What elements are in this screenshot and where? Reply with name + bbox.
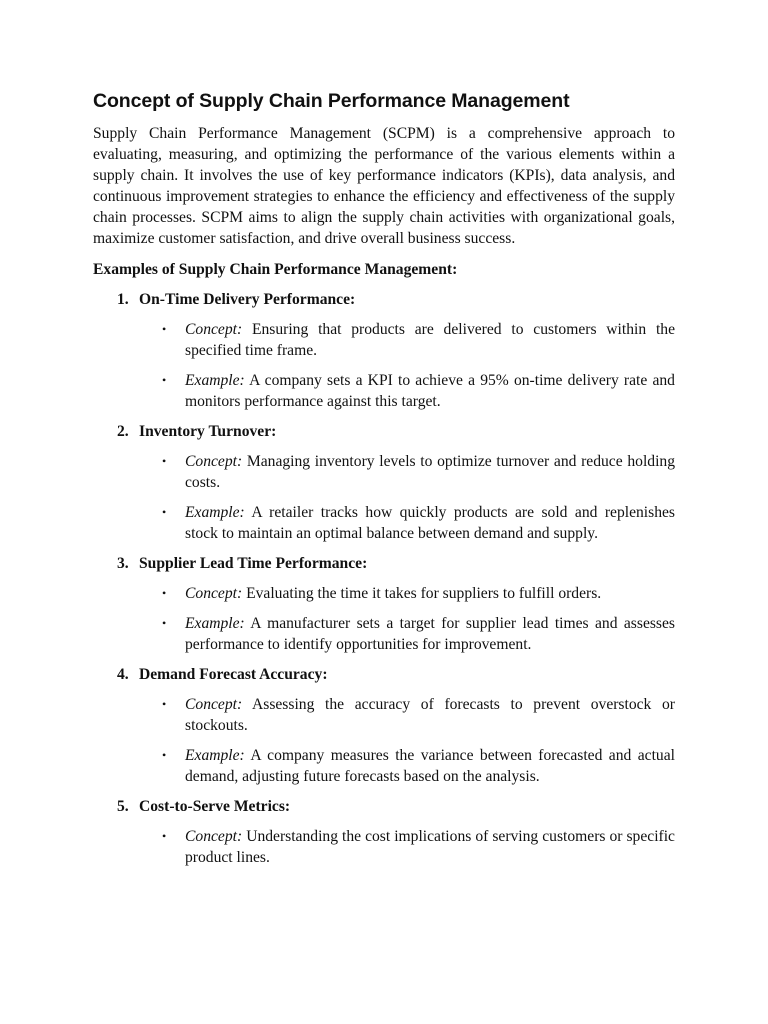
item-heading <box>93 796 675 817</box>
item-number: 4. <box>117 666 129 683</box>
item-number: 2. <box>117 423 129 440</box>
sub-point <box>93 319 675 361</box>
point-text: Understanding the cost implications of serving customers or specific product lines. <box>185 828 675 866</box>
sub-point <box>93 583 675 604</box>
sub-point-list <box>93 451 675 544</box>
bullet-icon: • <box>162 616 167 630</box>
sub-point <box>93 451 675 493</box>
item-heading <box>93 553 675 574</box>
point-label: Example: <box>185 372 245 389</box>
point-label: Concept: <box>185 696 243 713</box>
point-text: Ensuring that products are delivered to customers within the specified time frame. <box>185 321 675 359</box>
bullet-icon: • <box>162 322 167 336</box>
bullet-icon: • <box>162 454 167 468</box>
item-heading <box>93 664 675 685</box>
item-heading-text: Demand Forecast Accuracy: <box>139 666 328 683</box>
item-number: 3. <box>117 555 129 572</box>
sub-point-list <box>93 583 675 655</box>
list-item <box>93 796 675 868</box>
item-heading-text: Cost-to-Serve Metrics: <box>139 798 291 815</box>
bullet-icon: • <box>162 697 167 711</box>
point-text: A company sets a KPI to achieve a 95% on-time delivery rate and monitors performance against this target. <box>185 372 675 410</box>
list-item <box>93 553 675 655</box>
point-label: Example: <box>185 747 245 764</box>
sub-point <box>93 694 675 736</box>
point-label: Example: <box>185 615 245 632</box>
point-text: Evaluating the time it takes for suppliers to fulfill orders. <box>246 585 602 602</box>
intro-paragraph: Supply Chain Performance Management (SCPM) is a comprehensive approach to evaluating, measuring, and optimizing the performance of the various elements within a supply chain. It involves the use of key performance indicators (KPIs), data analysis, and continuous improvement strategies to enhance the efficiency and effectiveness of the supply chain processes. SCPM aims to align the supply chain activities with organizational goals, maximize customer satisfaction, and drive overall business success. <box>93 125 675 247</box>
bullet-icon: • <box>162 748 167 762</box>
item-heading-text: Inventory Turnover: <box>139 423 277 440</box>
sub-point-list <box>93 826 675 868</box>
bullet-icon: • <box>162 586 167 600</box>
point-label: Concept: <box>185 585 243 602</box>
bullet-icon: • <box>162 829 167 843</box>
point-label: Concept: <box>185 321 243 338</box>
document-page <box>93 88 675 877</box>
item-heading-text: Supplier Lead Time Performance: <box>139 555 368 572</box>
sub-point <box>93 745 675 787</box>
item-heading-text: On-Time Delivery Performance: <box>139 291 356 308</box>
point-label: Concept: <box>185 453 243 470</box>
bullet-icon: • <box>162 505 167 519</box>
list-item <box>93 289 675 412</box>
sub-point <box>93 613 675 655</box>
list-item <box>93 664 675 787</box>
sub-point <box>93 502 675 544</box>
point-label: Concept: <box>185 828 243 845</box>
point-text: Assessing the accuracy of forecasts to prevent overstock or stockouts. <box>185 696 676 734</box>
point-label: Example: <box>185 504 245 521</box>
item-heading <box>93 289 675 310</box>
item-number: 5. <box>117 798 129 815</box>
sub-point <box>93 826 675 868</box>
point-text: A retailer tracks how quickly products are sold and replenishes stock to maintain an optimal balance between demand and supply. <box>185 504 675 542</box>
sub-point-list <box>93 319 675 412</box>
item-number: 1. <box>117 291 129 308</box>
sub-point-list <box>93 694 675 787</box>
point-text: Managing inventory levels to optimize turnover and reduce holding costs. <box>185 453 675 491</box>
sub-point <box>93 370 675 412</box>
point-text: A manufacturer sets a target for supplier lead times and assesses performance to identify opportunities for improvement. <box>185 615 675 653</box>
examples-heading: Examples of Supply Chain Performance Management: <box>93 261 458 278</box>
examples-list <box>93 289 675 868</box>
bullet-icon: • <box>162 373 167 387</box>
item-heading <box>93 421 675 442</box>
list-item <box>93 421 675 544</box>
point-text: A company measures the variance between forecasted and actual demand, adjusting future forecasts based on the analysis. <box>185 747 675 785</box>
page-title: Concept of Supply Chain Performance Management <box>93 90 570 112</box>
